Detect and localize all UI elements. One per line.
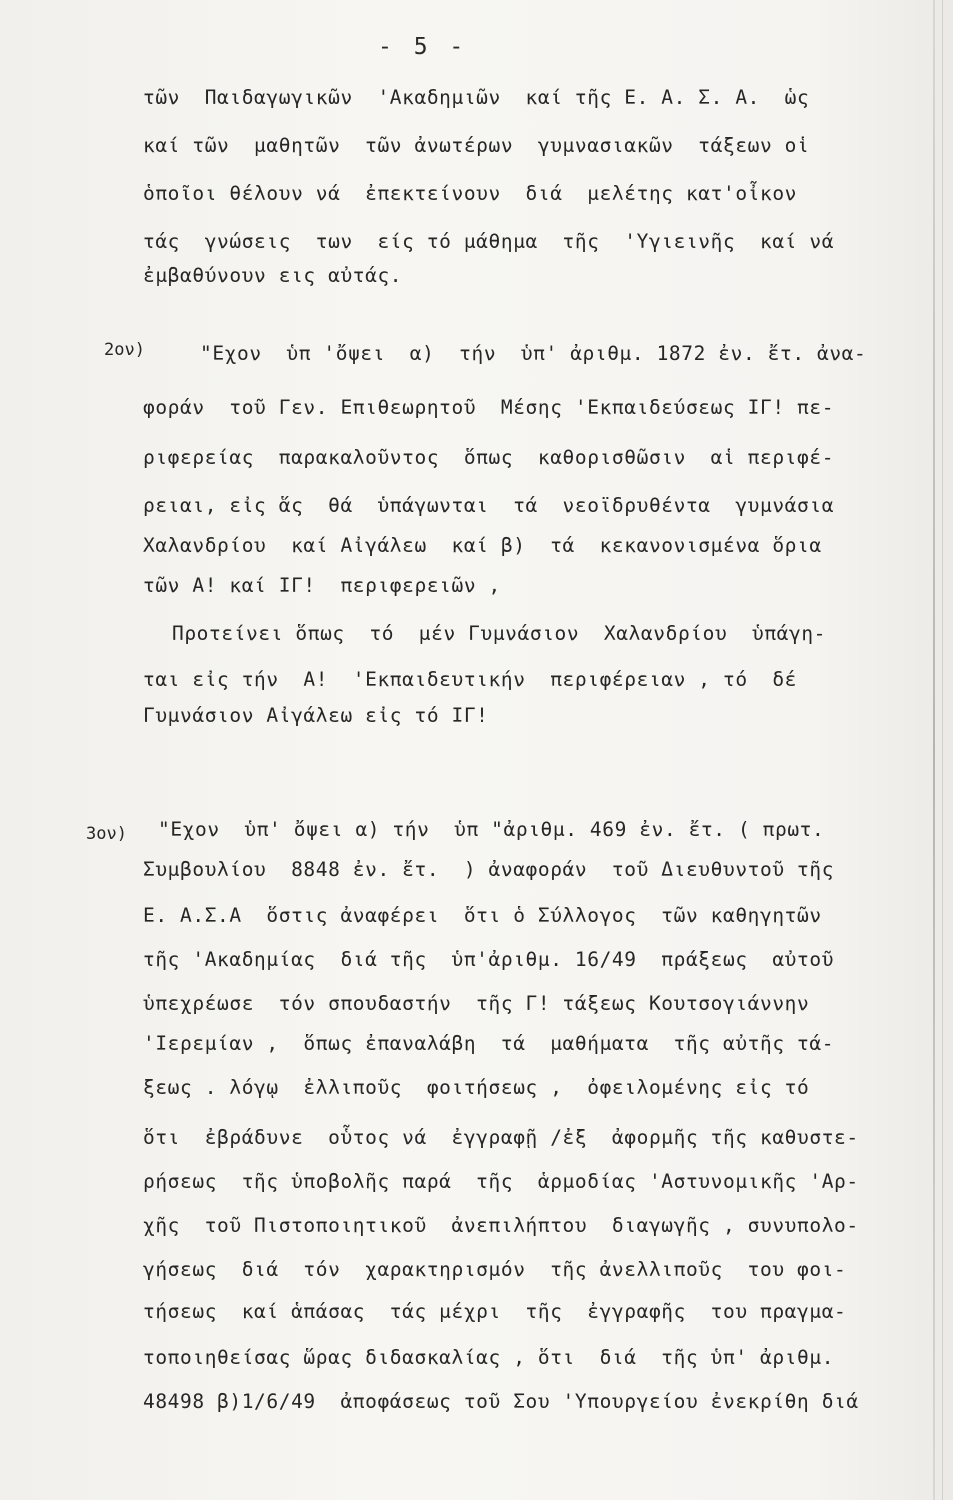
text-line: 48498 β)1/6/49 ἀποφάσεως τοῦ Σου 'Υπουργείου ἐνεκρίθη διά <box>143 1390 859 1413</box>
text-line: ριφερείας παρακαλοῦντος ὅπως καθορισθῶσιν αἱ περιφέ- <box>143 446 835 469</box>
text-line: τῶν Α! καί ΙΓ! περιφερειῶν , <box>143 574 501 597</box>
page-number: - 5 - <box>378 34 468 60</box>
text-line: ται εἰς τήν Α! 'Εκπαιδευτικήν περιφέρειαν , τό δέ <box>143 668 798 691</box>
page-edge-shadow <box>933 0 935 1500</box>
text-line: γήσεως διά τόν χαρακτηρισμόν τῆς ἀνελλιποῦς του φοι- <box>143 1258 847 1281</box>
text-line: τοποιηθείσας ὥρας διδασκαλίας , ὅτι διά τῆς ὑπ' ἀριθμ. <box>143 1346 835 1369</box>
text-line: χῆς τοῦ Πιστοποιητικοῦ ἀνεπιλήπτου διαγωγῆς , συνυπολο- <box>143 1214 859 1237</box>
text-line: ὁποῖοι θέλουν νά ἐπεκτείνουν διά μελέτης κατ'οἶκον <box>143 182 798 205</box>
text-line: "Εχον ὑπ' ὄψει α) τήν ὑπ "ἀριθμ. 469 ἐν. ἔτ. ( πρωτ. <box>158 818 825 841</box>
text-line: Προτείνει ὅπως τό μέν Γυμνάσιον Χαλανδρίου ὑπάγη- <box>172 622 827 645</box>
text-line: τῆς 'Ακαδημίας διά τῆς ὑπ'ἀριθμ. 16/49 πράξεως αὐτοῦ <box>143 948 835 971</box>
text-line: ρειαι, εἰς ἅς θά ὑπάγωνται τά νεοϊδρυθέντα γυμνάσια <box>143 494 835 517</box>
text-line: Χαλανδρίου καί Αἰγάλεω καί β) τά κεκανονισμένα ὅρια <box>143 534 822 557</box>
text-line: ξεως . λόγῳ ἐλλιποῦς φοιτήσεως , ὀφειλομένης εἰς τό <box>143 1076 810 1099</box>
text-line: "Εχον ὑπ 'ὄψει α) τήν ὑπ' ἀριθμ. 1872 ἐν. ἔτ. ἀνα- <box>200 342 867 365</box>
text-line: καί τῶν μαθητῶν τῶν ἀνωτέρων γυμνασιακῶν τάξεων οἱ <box>143 134 810 157</box>
text-line: τάς γνώσεις των είς τό μάθημα τῆς 'Υγιεινῆς καί νά <box>143 230 835 253</box>
text-line: Γυμνάσιον Αἰγάλεω εἰς τό ΙΓ! <box>143 704 489 727</box>
text-line: ὅτι ἐβράδυνε οὗτος νά ἐγγραφῇ /ἐξ ἀφορμῆς τῆς καθυστε- <box>143 1126 859 1149</box>
text-line: Συμβουλίου 8848 ἐν. ἔτ. ) ἀναφοράν τοῦ Διευθυντοῦ τῆς <box>143 858 835 881</box>
text-line: ὑπεχρέωσε τόν σπουδαστήν τῆς Γ! τάξεως Κουτσογιάννην <box>143 992 810 1015</box>
item-label-3: 3ον) <box>86 824 127 844</box>
text-line: τήσεως καί ἁπάσας τάς μέχρι τῆς ἐγγραφῆς του πραγμα- <box>143 1300 847 1323</box>
text-line: τῶν Παιδαγωγικῶν 'Ακαδημιῶν καί τῆς Ε. Α. Σ. Α. ὡς <box>143 86 810 109</box>
text-line: ἐμβαθύνουν εις αὐτάς. <box>143 264 403 287</box>
text-line: Ε. Α.Σ.Α ὅστις ἀναφέρει ὅτι ὁ Σύλλογος τῶν καθηγητῶν <box>143 904 822 927</box>
page-edge-line <box>942 0 943 1500</box>
text-line: ρήσεως τῆς ὑποβολῆς παρά τῆς ἁρμοδίας 'Αστυνομικῆς 'Αρ- <box>143 1170 859 1193</box>
text-line: 'Ιερεμίαν , ὅπως ἐπαναλάβη τά μαθήματα τῆς αὐτῆς τά- <box>143 1032 835 1055</box>
text-line: φοράν τοῦ Γεν. Επιθεωρητοῦ Μέσης 'Εκπαιδεύσεως ΙΓ! πε- <box>143 396 835 419</box>
item-label-2: 2ον) <box>104 340 145 360</box>
